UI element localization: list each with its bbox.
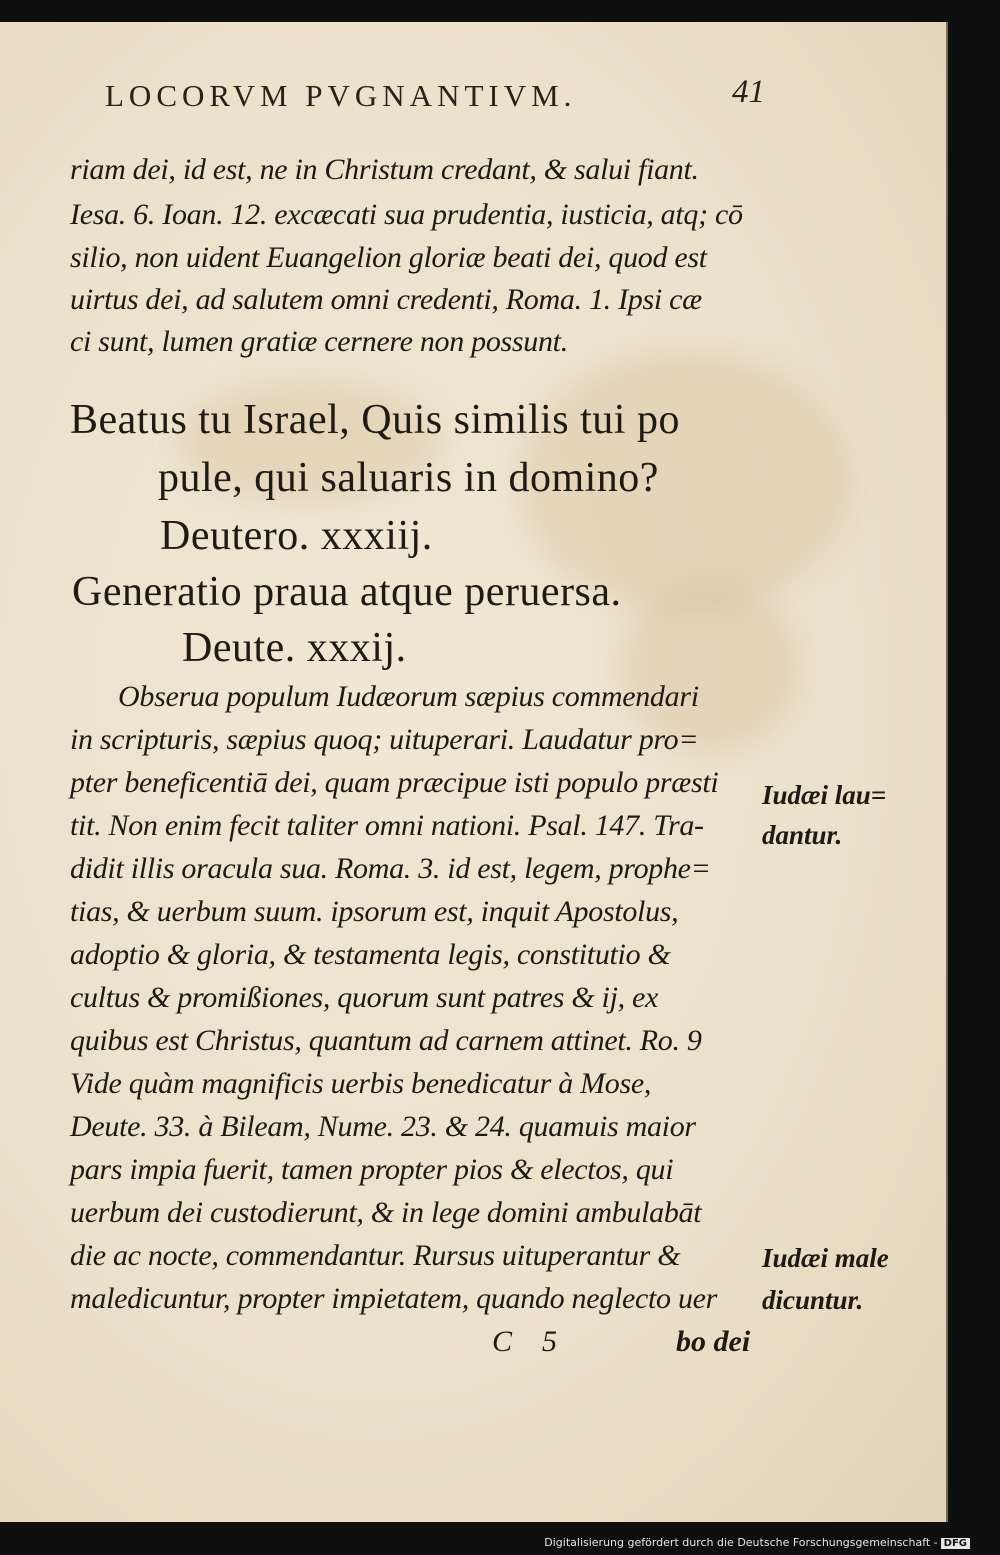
text-line: die ac nocte, commendantur. Rursus uituperantur & [70,1239,681,1272]
running-head-title: LOCORVM PVGNANTIVM. [105,78,577,113]
catchword: bo dei [676,1325,751,1358]
text-line: didit illis oracula sua. Roma. 3. id est, legem, prophe= [70,852,711,885]
digitization-credit [544,1536,970,1549]
scripture-heading: pule, qui saluaris in domino? [158,455,659,501]
page-number: 41 [732,74,765,110]
text-line: ci sunt, lumen gratiæ cernere non possunt. [70,325,568,358]
text-line: silio, non uident Euangelion gloriæ beati dei, quod est [70,241,707,274]
text-line: uerbum dei custodierunt, & in lege domini ambulabāt [70,1196,702,1229]
text-line: Deute. 33. à Bileam, Nume. 23. & 24. quamuis maior [70,1110,696,1143]
scripture-reference: Deutero. xxxiij. [160,513,433,559]
text-line: pter beneficentiā dei, quam præcipue isti populo præsti [70,766,719,799]
signature-number: 5 [542,1325,557,1358]
text-line: maledicuntur, propter impietatem, quando neglecto uer [70,1282,718,1315]
text-line: Obserua populum Iudæorum sæpius commendari [118,680,699,713]
text-line: riam dei, id est, ne in Christum credant, & salui fiant. [70,153,699,186]
scripture-heading: Beatus tu Israel, Quis similis tui po [70,397,680,443]
text-line: tit. Non enim fecit taliter omni nationi. Psal. 147. Tra- [70,809,704,842]
margin-note: dicuntur. [762,1285,864,1315]
margin-note: Iudæi male [762,1243,889,1273]
text-line: Iesa. 6. Ioan. 12. excæcati sua prudentia, iusticia, atq; cō [70,198,743,231]
text-line: adoptio & gloria, & testamenta legis, constitutio & [70,938,671,971]
text-line: in scripturis, sæpius quoq; uituperari. Laudatur pro= [70,723,699,756]
text-line: quibus est Christus, quantum ad carnem attinet. Ro. 9 [70,1024,702,1057]
credit-text: Digitalisierung gefördert durch die Deutsche Forschungsgemeinschaft - [544,1536,938,1549]
text-line: Vide quàm magnificis uerbis benedicatur à Mose, [70,1067,652,1100]
scripture-reference: Deute. xxxij. [182,625,407,671]
margin-note: dantur. [762,820,843,850]
scripture-heading: Generatio praua atque peruersa. [72,569,622,615]
text-line: uirtus dei, ad salutem omni credenti, Roma. 1. Ipsi cæ [70,283,702,316]
text-line: cultus & promißiones, quorum sunt patres & ij, ex [70,981,659,1014]
text-line: tias, & uerbum suum. ipsorum est, inquit Apostolus, [70,895,679,928]
dfg-logo: DFG [941,1538,970,1549]
running-head [105,74,765,128]
signature-mark: C [492,1325,513,1358]
text-line: pars impia fuerit, tamen propter pios & electos, qui [70,1153,674,1186]
margin-note: Iudæi lau= [762,780,887,810]
